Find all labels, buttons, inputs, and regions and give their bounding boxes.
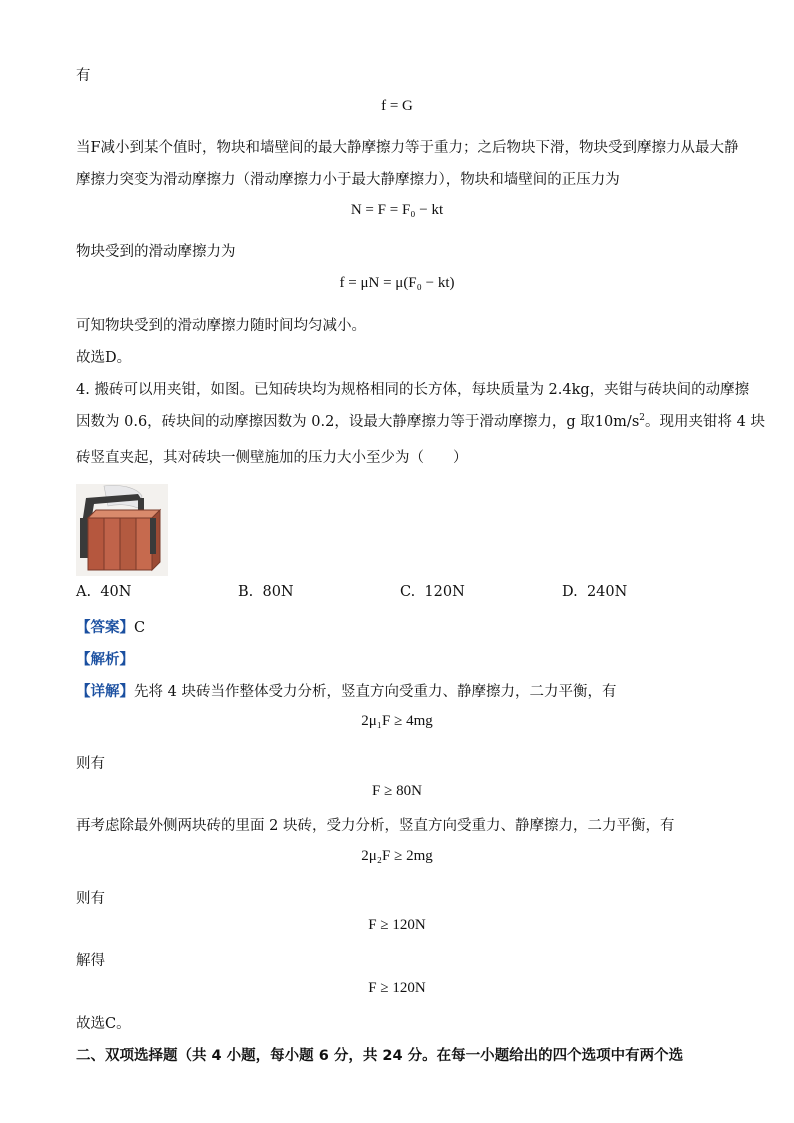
text-line: 可知物块受到的滑动摩擦力随时间均匀减小。: [76, 318, 366, 334]
text-line: 当F减小到某个值时，物块和墙壁间的最大静摩擦力等于重力；之后物块下滑，物块受到摩擦力从最大静: [76, 140, 739, 156]
text-line: 摩擦力突变为滑动摩擦力（滑动摩擦力小于最大静摩擦力），物块和墙壁间的正压力为: [76, 172, 620, 188]
detail-text: 先将 4 块砖当作整体受力分析，竖直方向受重力、静摩擦力，二力平衡，有: [134, 684, 617, 700]
option-b: B. 80N: [238, 584, 294, 600]
equation: f = G: [381, 98, 413, 114]
analysis-line: [76, 648, 134, 669]
equation: F ≥ 120N: [368, 917, 426, 933]
detail-line: [76, 680, 616, 701]
detail-label: 【详解】: [76, 683, 134, 700]
text-line: 有: [76, 68, 91, 84]
answer-label: 【答案】: [76, 619, 134, 636]
question-4-line: 砖竖直夹起，其对砖块一侧壁施加的压力大小至少为（ ）: [76, 450, 468, 466]
question-text: 因数为 0.6，砖块间的动摩擦因数为 0.2，设最大静摩擦力等于滑动摩擦力，g 取: [76, 414, 595, 430]
option-d: D. 240N: [562, 584, 628, 600]
text-line: 则有: [76, 891, 105, 907]
question-4-line: [76, 410, 765, 431]
text-line: 故选C。: [76, 1016, 131, 1032]
unit: 10m/s: [594, 414, 640, 430]
text-line: 解得: [76, 953, 105, 969]
option-c: C. 120N: [400, 584, 465, 600]
equation: f = μN = μ(F₀ − kt): [339, 275, 455, 291]
answer-value: C: [134, 620, 146, 636]
answer-line: [76, 616, 145, 637]
question-text: 。现用夹钳将 4 块: [645, 414, 765, 430]
equation: F ≥ 80N: [372, 783, 422, 799]
text-line: 物块受到的滑动摩擦力为: [76, 244, 236, 260]
equation: F ≥ 120N: [368, 980, 426, 996]
text-line: 故选D。: [76, 350, 132, 366]
superscript: 2: [639, 413, 645, 424]
question-4-line: 4. 搬砖可以用夹钳，如图。已知砖块均为规格相同的长方体，每块质量为 2.4kg，夹钳与砖块间的动摩擦: [76, 382, 750, 398]
text-line: 则有: [76, 756, 105, 772]
text-line: 再考虑除最外侧两块砖的里面 2 块砖，受力分析，竖直方向受重力、静摩擦力，二力平衡，有: [76, 818, 675, 834]
equation: 2μ₂F ≥ 2mg: [361, 848, 433, 864]
brick-tongs-image: [76, 484, 168, 576]
analysis-label: 【解析】: [76, 651, 134, 668]
section-heading: 二、双项选择题（共 4 小题，每小题 6 分，共 24 分。在每一小题给出的四个选项中有两个选: [76, 1048, 684, 1064]
equation: 2μ₁F ≥ 4mg: [361, 713, 433, 729]
option-a: A. 40N: [76, 584, 132, 600]
equation: N = F = F₀ − kt: [350, 202, 444, 218]
